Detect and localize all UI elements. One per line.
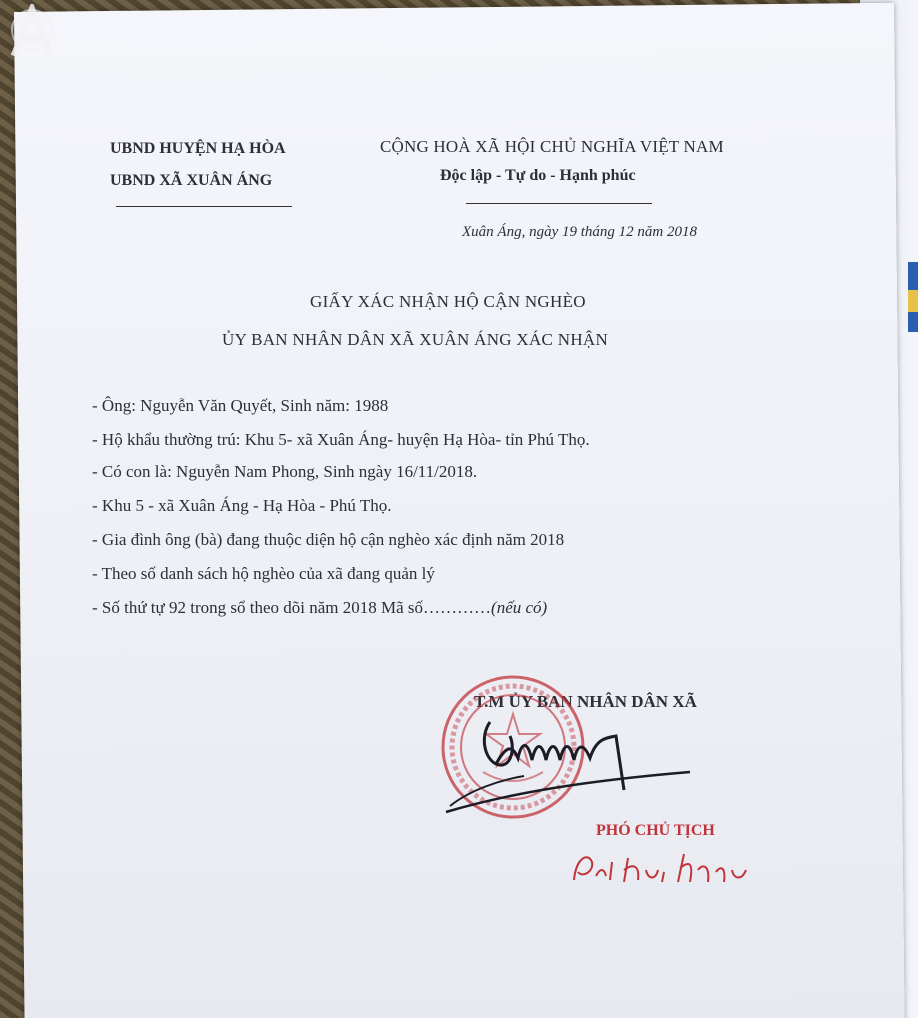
header-left-underline bbox=[116, 206, 292, 207]
body-line-number bbox=[92, 598, 547, 618]
header-left-line2: UBND XÃ XUÂN ÁNG bbox=[110, 172, 273, 189]
document-title: GIẤY XÁC NHẬN HỘ CẬN NGHÈO bbox=[310, 292, 586, 311]
body-line-address: - Khu 5 - xã Xuân Áng - Hạ Hòa - Phú Thọ. bbox=[92, 496, 392, 515]
signature-position: PHÓ CHỦ TỊCH bbox=[596, 822, 715, 839]
body-line-status: - Gia đình ông (bà) đang thuộc diện hộ cận nghèo xác định năm 2018 bbox=[92, 530, 565, 549]
document-subtitle: ỦY BAN NHÂN DÂN XÃ XUÂN ÁNG XÁC NHẬN bbox=[222, 330, 609, 349]
signature-org: T.M ỦY BAN NHÂN DÂN XÃ bbox=[474, 692, 697, 711]
name-stamp-icon bbox=[566, 842, 756, 892]
header-right-underline bbox=[466, 203, 652, 204]
body-line-number-suffix: (nếu có) bbox=[491, 598, 548, 617]
header-right-line2: Độc lập - Tự do - Hạnh phúc bbox=[440, 167, 636, 184]
header-left-line1: UBND HUYỆN HẠ HÒA bbox=[110, 140, 286, 157]
watermark-logo-icon bbox=[6, 4, 58, 62]
body-line-child: - Có con là: Nguyễn Nam Phong, Sinh ngày 16/11/2018. bbox=[92, 462, 478, 481]
body-line-number-text: - Số thứ tự 92 trong sổ theo dõi năm 2018 Mã số………… bbox=[92, 598, 492, 617]
date-line: Xuân Áng, ngày 19 tháng 12 năm 2018 bbox=[462, 224, 697, 240]
body-line-residence: - Hộ khẩu thường trú: Khu 5- xã Xuân Áng- huyện Hạ Hòa- tỉn Phú Thọ. bbox=[92, 430, 590, 449]
header-right-line1: CỘNG HOÀ XÃ HỘI CHỦ NGHĨA VIỆT NAM bbox=[380, 137, 724, 156]
signature-icon bbox=[440, 706, 700, 826]
body-line-owner: - Ông: Nguyễn Văn Quyết, Sinh năm: 1988 bbox=[92, 396, 389, 415]
body-line-registry: - Theo số danh sách hộ nghèo của xã đang quản lý bbox=[92, 564, 435, 583]
